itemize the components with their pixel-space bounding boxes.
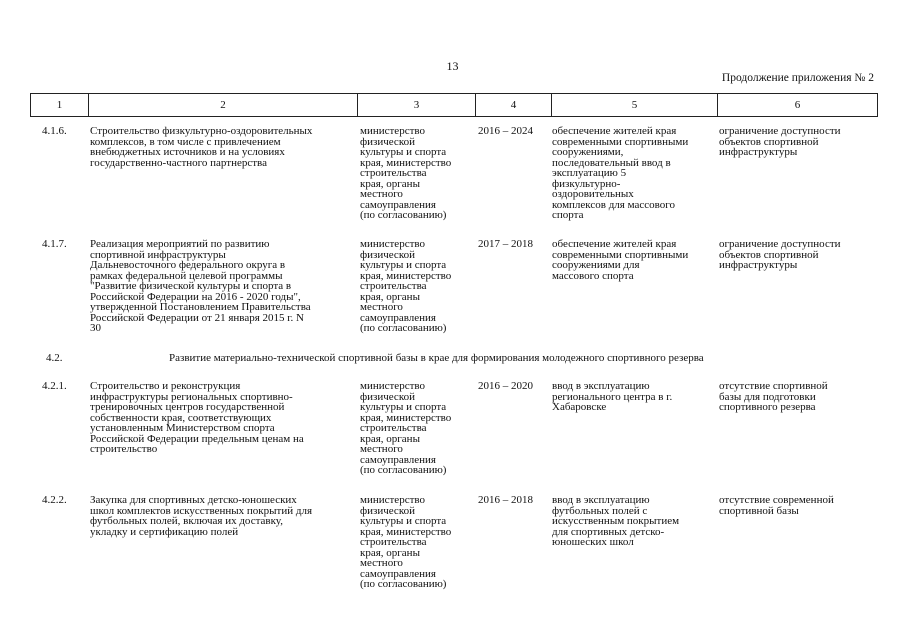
row-executor: министерство физической культуры и спорта края, министерство строительства края, органы местного самоуправления (по согласованию) [360, 125, 452, 221]
header-cell-1: 1 [31, 94, 89, 116]
table-header [30, 93, 878, 117]
header-cell-5: 5 [552, 94, 718, 116]
row-number: 4.1.6. [42, 125, 67, 137]
row-result: обеспечение жителей края современными спортивными сооружениями для массового спорта [552, 238, 689, 282]
row-executor: министерство физической культуры и спорта края, министерство строительства края, органы местного самоуправления (по согласованию) [360, 380, 452, 476]
row-result: ввод в эксплуатацию регионального центра в г. Хабаровске [552, 380, 673, 413]
section-number: 4.2. [46, 352, 63, 364]
header-cell-4: 4 [476, 94, 552, 116]
row-number: 4.2.2. [42, 494, 67, 506]
row-period: 2016 – 2020 [478, 380, 533, 392]
row-period: 2017 – 2018 [478, 238, 533, 250]
row-consequence: ограничение доступности объектов спортивной инфраструктуры [719, 125, 841, 158]
row-consequence: ограничение доступности объектов спортивной инфраструктуры [719, 238, 841, 271]
row-period: 2016 – 2024 [478, 125, 533, 137]
row-result: обеспечение жителей края современными спортивными сооружениями, последовательный ввод в эксплуатацию 5 физкультурно- оздоровительных комплексов для массового спорта [552, 125, 689, 221]
row-executor: министерство физической культуры и спорта края, министерство строительства края, органы местного самоуправления (по согласованию) [360, 494, 452, 590]
row-activity: Закупка для спортивных детско-юношеских школ комплектов искусственных покрытий для футбольных полей, включая их доставку, укладку и сертификацию полей [90, 494, 313, 538]
row-activity: Строительство физкультурно-оздоровительных комплексов, в том числе с привлечением внебюджетных источников и на условиях государственно-частного партнерства [90, 125, 313, 169]
row-period: 2016 – 2018 [478, 494, 533, 506]
section-title: Развитие материально-технической спортивной базы в крае для формирования молодежного спортивного резерва [169, 352, 704, 364]
row-number: 4.2.1. [42, 380, 67, 392]
continuation-label: Продолжение приложения № 2 [721, 72, 874, 84]
row-consequence: отсутствие современной спортивной базы [719, 494, 834, 517]
row-consequence: отсутствие спортивной базы для подготовки спортивного резерва [719, 380, 828, 413]
row-activity: Строительство и реконструкция инфраструктуры региональных спортивно- тренировочных центров государственной собственности края, соответствующих установленным Министерством спорта Российской Федерации предельным ценам на строительство [90, 380, 304, 455]
header-cell-2: 2 [89, 94, 358, 116]
row-result: ввод в эксплуатацию футбольных полей с искусственным покрытием для спортивных детско- юношеских школ [552, 494, 680, 548]
row-number: 4.1.7. [42, 238, 67, 250]
header-cell-6: 6 [794, 99, 801, 111]
page-number: 13 [446, 59, 459, 73]
row-executor: министерство физической культуры и спорта края, министерство строительства края, органы местного самоуправления (по согласованию) [360, 238, 452, 334]
row-activity: Реализация мероприятий по развитию спортивной инфраструктуры Дальневосточного федерального округа в рамках федеральной целевой программы "Развитие физической культуры и спорта в Российской Федерации на 2016 - 2020 годы", утвержденной Постановлением Правительства Российской Федерации от 21 января 2015 г. N 30 [90, 238, 311, 334]
header-cell-3: 3 [358, 94, 476, 116]
